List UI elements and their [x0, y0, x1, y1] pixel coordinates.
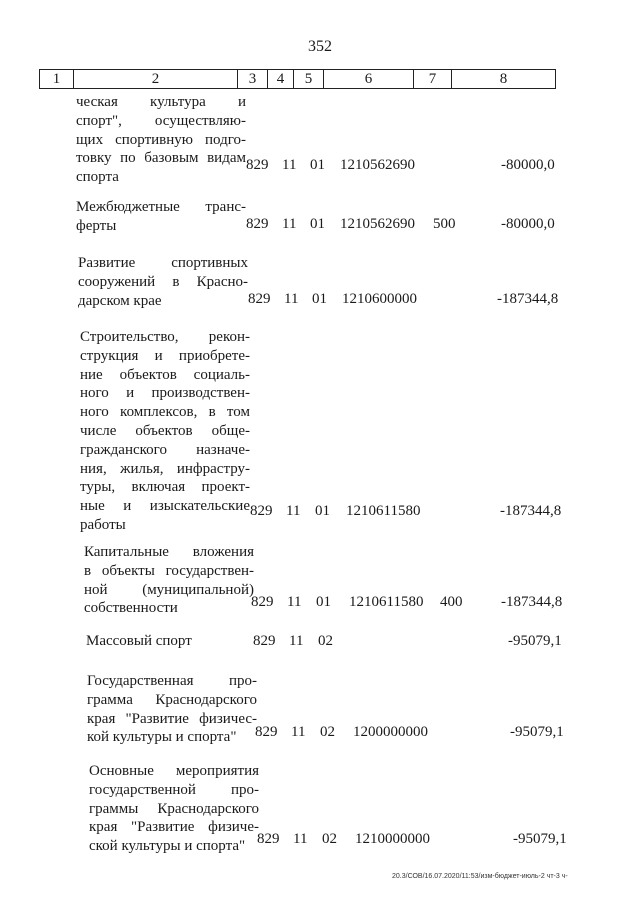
header-col-2: 2: [74, 70, 238, 88]
row-description-line: товку по базовым видам: [76, 150, 246, 167]
row-description-line: щих спортивную подго-: [76, 131, 246, 148]
row-col-3: 829: [251, 594, 274, 610]
row-description-line: спорт", осуществляю-: [76, 112, 246, 129]
row-description-line: спорта: [76, 169, 119, 186]
row-col-3: 829: [250, 503, 273, 519]
row-description: [84, 543, 254, 618]
row-description: [86, 632, 256, 651]
document-footer: 20.3/СОВ/16.07.2020/11:53/изм-бюджет-июль-2 чт-3 ч-: [392, 873, 568, 880]
row-col-3: 829: [255, 724, 278, 740]
row-description-line: Межбюджетные транс-: [76, 199, 246, 215]
table-header: [39, 69, 556, 89]
row-description-line: Основные мероприятия: [89, 763, 259, 779]
row-description-line: дарском крае: [78, 292, 162, 309]
row-description-line: ния, жилья, инфрастру-: [80, 460, 250, 477]
row-description-line: ферты: [76, 217, 117, 234]
row-col-8: -95079,1: [510, 724, 564, 740]
row-col-3: 829: [246, 216, 269, 232]
header-col-5: 5: [294, 70, 324, 88]
row-col-5: 02: [322, 831, 337, 847]
page-number: 352: [308, 38, 332, 55]
row-description-line: Строительство, рекон-: [80, 329, 250, 345]
row-description-line: работы: [80, 516, 126, 533]
row-description-line: ного и производствен-: [80, 385, 250, 402]
row-col-8: -80000,0: [501, 157, 555, 173]
row-description-line: ного комплексов, в том: [80, 404, 250, 421]
header-col-1: 1: [40, 70, 74, 88]
row-col-5: 01: [315, 503, 330, 519]
row-col-6: 1210562690: [340, 216, 415, 232]
row-description: [78, 254, 248, 310]
row-col-3: 829: [257, 831, 280, 847]
row-col-5: 02: [318, 633, 333, 649]
row-col-7: 400: [440, 594, 463, 610]
row-description: [76, 198, 246, 236]
row-col-4: 11: [291, 724, 306, 740]
row-description: [80, 328, 250, 535]
header-col-4: 4: [268, 70, 294, 88]
row-col-8: -187344,8: [497, 291, 559, 307]
row-description-line: сооружений в Красно-: [78, 273, 248, 290]
row-description: [89, 762, 259, 856]
row-description-line: туры, включая проект-: [80, 479, 250, 496]
row-col-6: 1200000000: [353, 724, 428, 740]
row-col-6: 1210611580: [346, 503, 421, 519]
row-description-line: края "Развитие физиче-: [89, 819, 259, 836]
row-col-5: 02: [320, 724, 335, 740]
header-col-3: 3: [238, 70, 268, 88]
row-col-4: 11: [293, 831, 308, 847]
row-col-3: 829: [248, 291, 271, 307]
row-col-8: -80000,0: [501, 216, 555, 232]
row-description-line: струкция и приобрете-: [80, 347, 250, 364]
row-col-7: 500: [433, 216, 456, 232]
header-col-7: 7: [414, 70, 452, 88]
row-description-line: Государственная про-: [87, 673, 257, 689]
row-col-8: -95079,1: [508, 633, 562, 649]
row-description-line: ческая культура и: [76, 94, 246, 110]
row-description-line: ной (муниципальной): [84, 581, 254, 598]
row-col-5: 01: [310, 157, 325, 173]
row-col-3: 829: [246, 157, 269, 173]
row-description-line: Развитие спортивных: [78, 255, 248, 271]
row-col-3: 829: [253, 633, 276, 649]
row-description-line: ные и изыскательские: [80, 498, 250, 515]
row-description-line: кой культуры и спорта": [87, 729, 237, 746]
row-description: [76, 93, 246, 187]
row-col-8: -187344,8: [501, 594, 563, 610]
row-description-line: края "Развитие физичес-: [87, 710, 257, 727]
row-col-6: 1210562690: [340, 157, 415, 173]
row-col-4: 11: [284, 291, 299, 307]
header-col-6: 6: [324, 70, 414, 88]
header-col-8: 8: [499, 71, 508, 87]
row-col-4: 11: [289, 633, 304, 649]
row-description-line: грамма Краснодарского: [87, 691, 257, 708]
row-col-8: -95079,1: [513, 831, 567, 847]
row-col-8: -187344,8: [500, 503, 562, 519]
row-col-4: 11: [282, 216, 297, 232]
row-description-line: Капитальные вложения: [84, 544, 254, 560]
row-description-line: собственности: [84, 600, 178, 617]
row-description: [87, 672, 257, 747]
row-description-line: гражданского назначе-: [80, 441, 250, 458]
row-col-4: 11: [286, 503, 301, 519]
row-description-line: числе объектов обще-: [80, 422, 250, 439]
row-col-4: 11: [282, 157, 297, 173]
row-description-line: ние объектов социаль-: [80, 366, 250, 383]
row-description-line: граммы Краснодарского: [89, 800, 259, 817]
row-col-4: 11: [287, 594, 302, 610]
row-col-5: 01: [312, 291, 327, 307]
row-col-6: 1210611580: [349, 594, 424, 610]
row-description-line: государственной про-: [89, 781, 259, 798]
row-description-line: в объекты государствен-: [84, 562, 254, 579]
row-col-6: 1210600000: [342, 291, 417, 307]
row-col-6: 1210000000: [355, 831, 430, 847]
row-col-5: 01: [316, 594, 331, 610]
row-col-5: 01: [310, 216, 325, 232]
row-description-line: Массовый спорт: [86, 633, 192, 649]
row-description-line: ской культуры и спорта": [89, 838, 246, 855]
